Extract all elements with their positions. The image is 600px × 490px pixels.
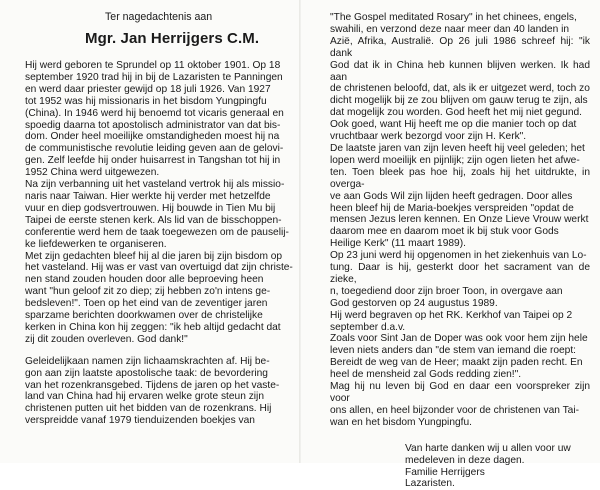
intro-line: Ter nagedachtenis aan [105,11,213,23]
biography-paragraph: Hij werd geboren te Sprundel op 11 oktober 1901. Op 18 september 1920 trad hij in bij de Lazaristen te Panningen en werd daar priester gewijd op 18 juli 1926. Van 1927 tot 1952 was hij missionaris in het bisdom Yungpingfu (China). In 1946 werd hij benoemd tot vicaris generaal en spoedig daarna tot apostolisch administrator van dat bis- dom. Onder heel moeilijke omstandigheden moest hij na de communistische revolutie leiding geven aan de gelovi- gen. Zelf leefde hij onder huisarrest in Tangshan tot hij in 1952 China werd uitgewezen. [25,60,284,179]
biography-paragraph: Met zijn gedachten bleef hij al die jaren bij zijn bisdom op het vasteland. Hij was er vast van overtuigd dat zijn christe- nen stand zouden houden door alle beproeving heen want "hun geloof zit zo diep; zij hebben zo'n intens ge- bedsleven!". Toen op het eind van de zeventiger jaren sparzame berichten doorkwamen over de christelijke kerken in China kon hij zeggen: "ik heb altijd gedacht dat zij dit zouden overleven. God dank!" [25,250,293,345]
biography-paragraph: Na zijn verbanning uit het vasteland vertrok hij als missio- naris naar Taiwan. Hier werkte hij verder met hetzelfde vuur en diep godsvertrouwen. Hij bouwde in Tien Mu bij Taipei de eerste stenen kerk. Als lid van de bisschoppen- conferentie werd hem de taak toegewezen om de pauselij- ke liefdewerken te organiseren. [25,179,289,250]
biography-paragraph: "The Gospel meditated Rosary" in het chinees, engels, swahili, en verzond deze naar meer dan 40 landen in Azië, Afrika, Australië. Op 26 juli 1986 schreef hij: "ik dank God dat ik in China heb kunnen blijven werken. Ik had aan de christenen beloofd, dat, als ik er uitgezet werd, toch zo dicht mogelijk bij ze zou blijven om gauw terug te zijn, als dat mogelijk zou worden. God heeft het mij niet gegund. Ook goed, want Hij heeft me op die manier toch op dat vruchtbaar werk bezorgd voor zijn H. Kerk". [330,12,590,143]
right-column [300,0,600,490]
left-column [0,0,300,427]
family-thanks: Van harte danken wij u allen voor uw medeleven in deze dagen. Familie Herrijgers Lazaristen. [405,442,571,490]
biography-paragraph: De laatste jaren van zijn leven heeft hij veel geleden; het lopen werd moeilijk en pijnlijk; zijn ogen lieten het afwe- ten. Toen bleek pas hoe hij, zoals hij het uitdrukte, in overga- ve aan Gods Wil zijn lijden heeft gedragen. Door alles heen bleef hij de Maria-boekjes verspreiden "opdat de mensen Jezus leren kennen. En Onze Lieve Vrouw werkt daarom mee en daarom moet ik bij stuk voor Gods Heilige Kerk" (11 maart 1989). [330,142,590,250]
biography-paragraph: Op 23 juni werd hij opgenomen in het ziekenhuis van Lo- tung. Daar is hij, gesterkt door het sacrament van de zieke, n, toegediend door zijn broer Toon, in overgave aan God gestorven op 24 augustus 1989. [330,250,590,309]
biography-paragraph: Zoals voor Sint Jan de Doper was ook voor hem zijn hele leven niets anders dan "de stem van iemand die roept: Bereidt de weg van de Heer; maakt zijn paden recht. En heel de mensheid zal Gods redding zien!". [330,333,588,381]
prayer-paragraph: Mag hij nu leven bij God en daar een voorspreker zijn voor ons allen, en heel bijzonder voor de christenen van Tai- wan en het bisdom Yungpingfu. [330,381,590,428]
biography-paragraph: Geleidelijkaan namen zijn lichaamskrachten af. Hij be- gon aan zijn laatste apostolische taak: de bevordering van het rozenkransgebed. Tijdens de jaren op het vaste- land van China had hij ervaren welke grote steun zijn christenen putten uit het bidden van de rozenkrans. Hij verspreidde vanaf 1979 tienduizenden boekjes van [25,355,280,427]
burial-paragraph: Hij werd begraven op het RK. Kerkhof van Taipei op 2 september d.a.v. [330,309,573,333]
deceased-name: Mgr. Jan Herrijgers C.M. [85,30,260,47]
